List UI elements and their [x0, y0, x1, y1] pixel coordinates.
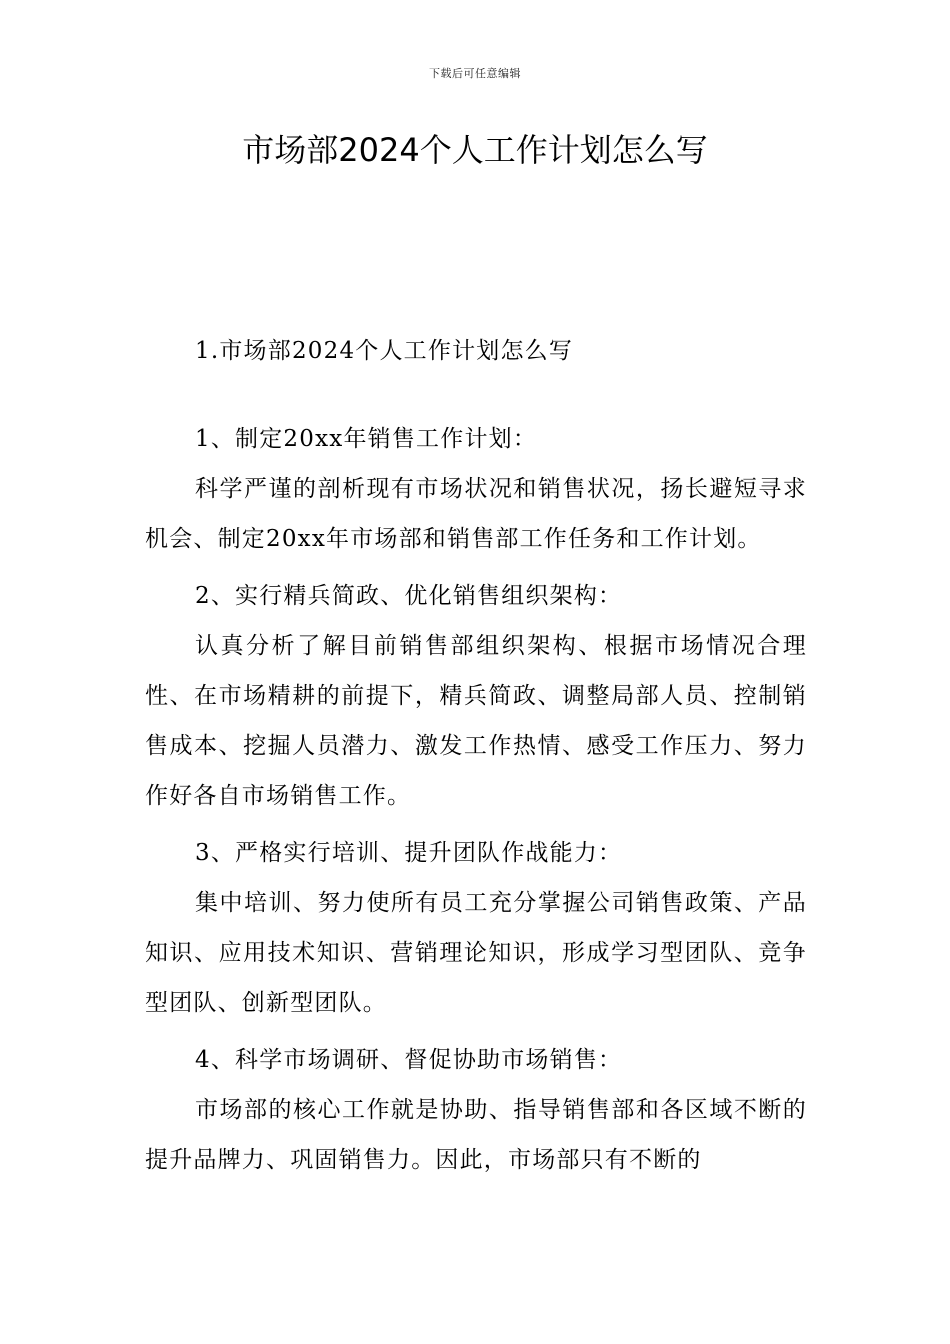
header-note: 下载后可任意编辑 [429, 67, 521, 80]
document-title: 市场部2024个人工作计划怎么写 [242, 131, 708, 169]
section-heading: 2、实行精兵简政、优化销售组织架构： [195, 583, 623, 609]
section-2 [145, 578, 807, 821]
section-paragraph: 市场部的核心工作就是协助、指导销售部和各区域不断的提升品牌力、巩固销售力。因此，市场部只有不断的 [145, 1097, 807, 1173]
section-1 [145, 421, 807, 564]
section-heading: 3、严格实行培训、提升团队作战能力： [195, 840, 623, 866]
section-paragraph: 集中培训、努力使所有员工充分掌握公司销售政策、产品知识、应用技术知识、营销理论知识，形成学习型团队、竞争型团队、创新型团队。 [145, 890, 807, 1016]
section-paragraph: 认真分析了解目前销售部组织架构、根据市场情况合理性、在市场精耕的前提下，精兵简政、调整局部人员、控制销售成本、挖掘人员潜力、激发工作热情、感受工作压力、努力作好各自市场销售工作。 [145, 633, 807, 809]
section-heading: 1、制定20xx年销售工作计划： [195, 426, 538, 452]
section-4 [145, 1042, 807, 1185]
section-heading: 4、科学市场调研、督促协助市场销售： [195, 1047, 623, 1073]
intro-heading: 1.市场部2024个人工作计划怎么写 [195, 338, 574, 364]
section-paragraph: 科学严谨的剖析现有市场状况和销售状况，扬长避短寻求机会、制定20xx年市场部和销售部工作任务和工作计划。 [145, 476, 807, 552]
section-3 [145, 835, 807, 1028]
document-body [145, 333, 807, 1199]
